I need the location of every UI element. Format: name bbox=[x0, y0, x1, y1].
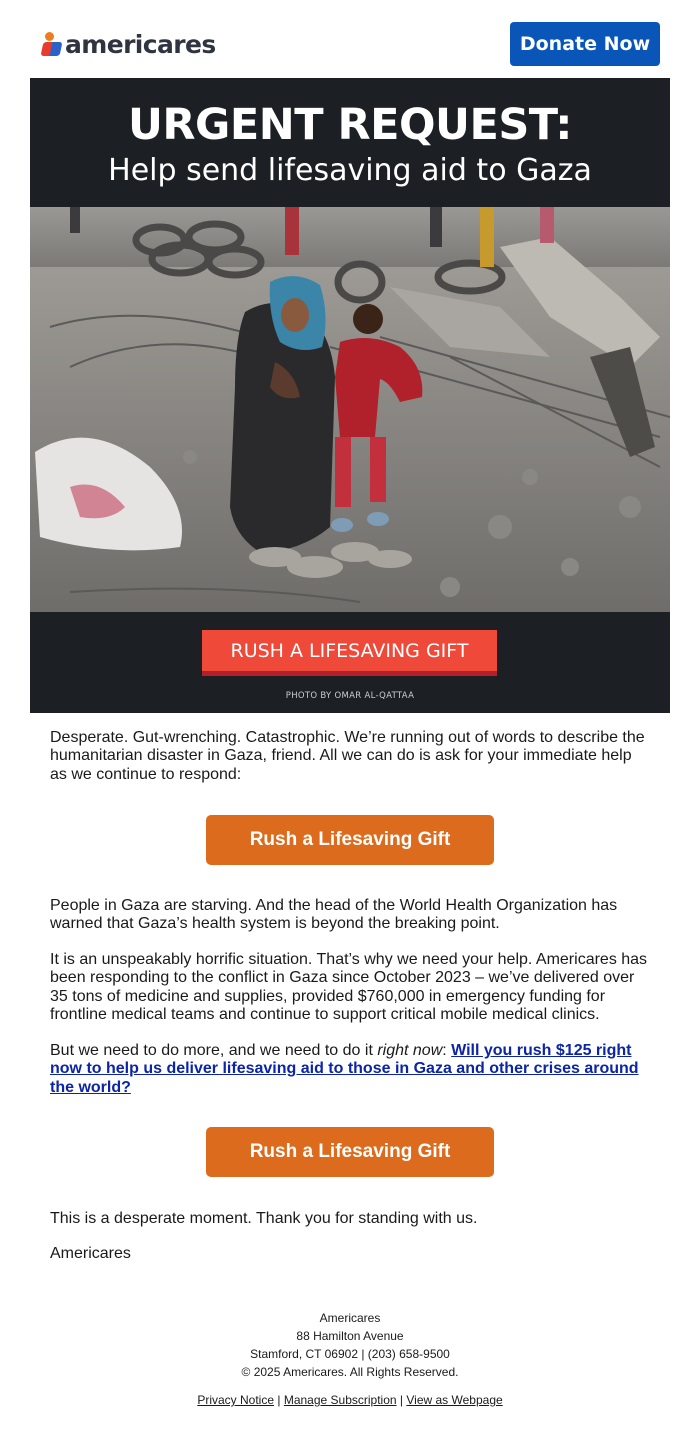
photo-credit: PHOTO BY OMAR AL-QATTAA bbox=[285, 691, 415, 701]
email-header bbox=[0, 0, 700, 78]
footer-address-block bbox=[0, 1309, 700, 1381]
rush-lifesaving-gift-button-1[interactable]: Rush a Lifesaving Gift bbox=[206, 815, 494, 865]
rush-lifesaving-gift-banner-button[interactable]: RUSH A LIFESAVING GIFT bbox=[202, 630, 497, 676]
appeal-paragraph bbox=[50, 1042, 650, 1097]
footer-city-phone: Stamford, CT 06902 | (203) 658-9500 bbox=[250, 1347, 450, 1361]
americares-logo[interactable] bbox=[42, 28, 216, 60]
footer-separator: | bbox=[277, 1393, 281, 1407]
intro-paragraph: Desperate. Gut-wrenching. Catastrophic. We’re running out of words to describe the humanitarian disaster in Gaza, friend. All we can do is ask for your immediate help as we continue to respond: bbox=[50, 729, 645, 783]
closing-paragraph: This is a desperate moment. Thank you for standing with us. bbox=[50, 1210, 478, 1227]
appeal-text: But we need to do more, and we need to do it bbox=[50, 1042, 378, 1059]
hero-banner[interactable] bbox=[30, 78, 670, 713]
logo-text: americares bbox=[65, 29, 216, 59]
view-as-webpage-link[interactable]: View as Webpage bbox=[406, 1393, 503, 1407]
appeal-emphasis: right now bbox=[377, 1042, 443, 1059]
footer-copyright: © 2025 Americares. All Rights Reserved. bbox=[241, 1365, 459, 1379]
hero-photo[interactable] bbox=[30, 207, 670, 612]
americares-person-icon bbox=[42, 30, 62, 58]
appeal-colon: : bbox=[442, 1042, 452, 1059]
response-paragraph: It is an unspeakably horrific situation. That’s why we need your help. Americares has been responding to the conflict in Gaza since October 2023 – we’ve delivered over 35 tons of medicine and supplies, provided $760,000 in emergency funding for frontline medical teams and continue to support critical mobile medical clinics. bbox=[50, 951, 648, 1023]
hero-photo-illustration bbox=[30, 207, 670, 612]
appeal-donate-link[interactable]: Will you rush $125 right now to help us deliver lifesaving aid to those in Gaza and other crises around the world? bbox=[50, 1042, 639, 1096]
starving-paragraph: People in Gaza are starving. And the head of the World Health Organization has warned that Gaza’s health system is beyond the breaking point. bbox=[50, 897, 618, 933]
donate-now-button[interactable]: Donate Now bbox=[510, 22, 660, 66]
rush-lifesaving-gift-button-2[interactable]: Rush a Lifesaving Gift bbox=[206, 1127, 494, 1177]
footer-separator: | bbox=[399, 1393, 404, 1407]
signature: Americares bbox=[50, 1245, 131, 1262]
manage-subscription-link[interactable]: Manage Subscription bbox=[283, 1393, 397, 1407]
footer-org: Americares bbox=[319, 1311, 381, 1325]
footer-links bbox=[0, 1393, 700, 1407]
privacy-notice-link[interactable]: Privacy Notice bbox=[197, 1393, 275, 1407]
hero-subtitle: Help send lifesaving aid to Gaza bbox=[108, 153, 592, 188]
footer-address: 88 Hamilton Avenue bbox=[296, 1329, 404, 1343]
hero-title: URGENT REQUEST: bbox=[128, 100, 572, 150]
